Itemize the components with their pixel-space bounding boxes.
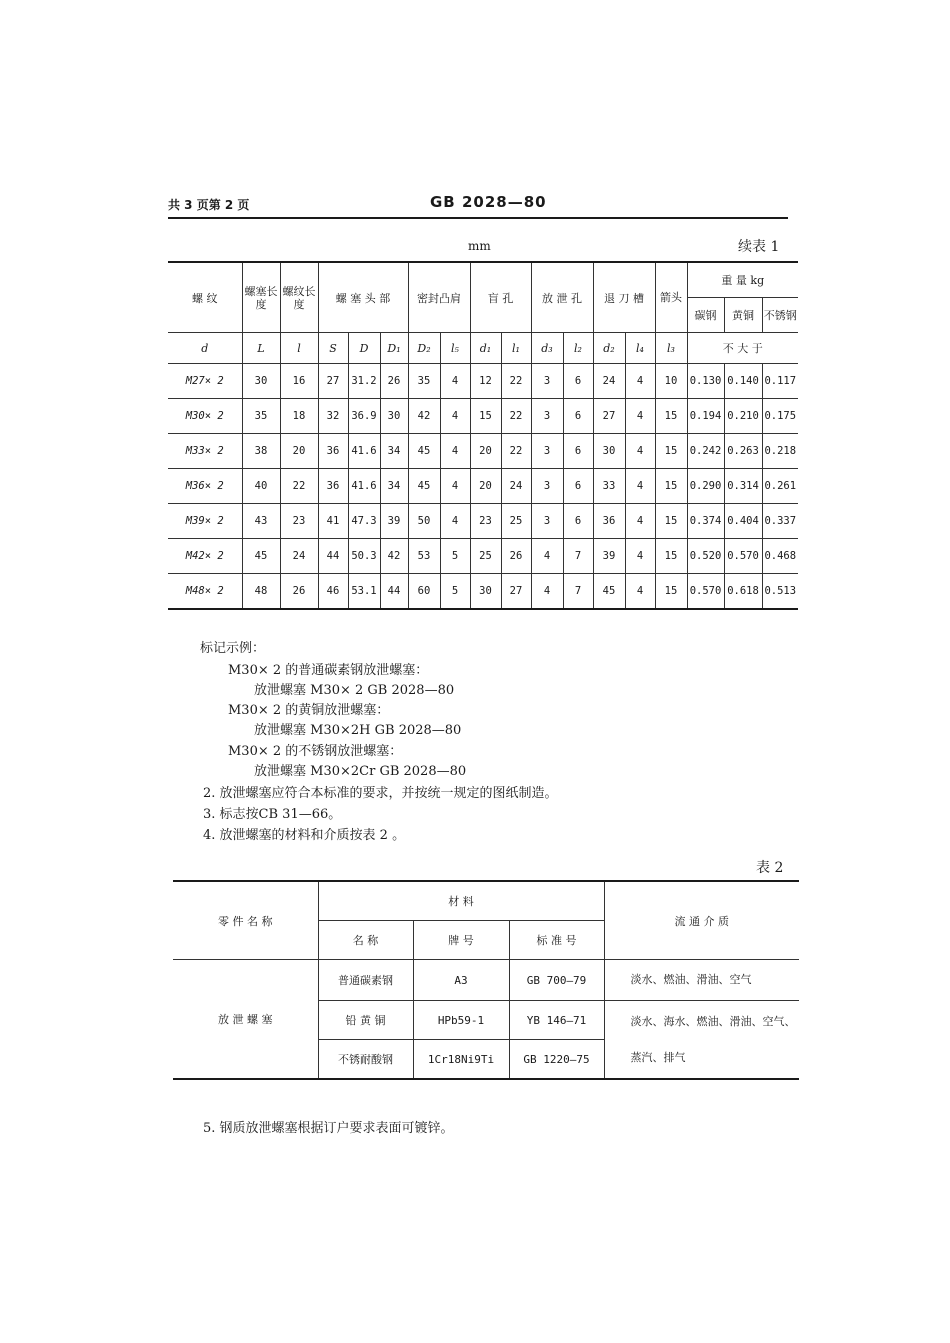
table-cell: 36 (318, 469, 348, 504)
table-cell: 27 (501, 574, 531, 610)
symbol-d1: d₁ (470, 333, 501, 364)
table-cell: 0.374 (687, 504, 724, 539)
table-cell: 3 (531, 364, 563, 399)
thread-header: 螺 纹 (168, 262, 242, 333)
table-cell: 25 (470, 539, 501, 574)
marking-title: 标记示例： (200, 641, 266, 656)
table-cell: 41.6 (348, 434, 380, 469)
table-cell: 35 (242, 399, 280, 434)
example2-description: M30× 2 的黄铜放泄螺塞： (228, 703, 390, 718)
table-cell: 0.570 (724, 539, 762, 574)
table-cell: 60 (408, 574, 440, 610)
example3-mark: 放泄螺塞 M30×2Cr GB 2028—80 (254, 764, 467, 779)
table-cell: 7 (563, 539, 593, 574)
material-standard-header: 标 准 号 (509, 921, 604, 960)
table-cell: 22 (501, 434, 531, 469)
table-cell: 50.3 (348, 539, 380, 574)
material-name: 不锈耐酸钢 (318, 1040, 413, 1080)
table-cell: 0.570 (687, 574, 724, 610)
table-cell: 30 (470, 574, 501, 610)
thread-size-cell: M39× 2 (168, 504, 242, 539)
table-cell: 23 (280, 504, 318, 539)
table-cell: 15 (470, 399, 501, 434)
table-cell: 0.140 (724, 364, 762, 399)
thread-size-cell: M33× 2 (168, 434, 242, 469)
table-cell: 4 (625, 469, 655, 504)
drain-hole-header: 放 泄 孔 (531, 262, 593, 333)
table-cell: 39 (593, 539, 625, 574)
plug-length-header: 螺塞长度 (242, 262, 280, 333)
table-cell: 53 (408, 539, 440, 574)
relief-groove-header: 退 刀 槽 (593, 262, 655, 333)
table-cell: 0.242 (687, 434, 724, 469)
stainless-header: 不锈钢 (762, 298, 798, 333)
table-cell: 25 (501, 504, 531, 539)
table-cell: 45 (242, 539, 280, 574)
table-cell: 4 (625, 574, 655, 610)
table-cell: 43 (242, 504, 280, 539)
table-cell: 22 (280, 469, 318, 504)
symbol-d: d (168, 333, 242, 364)
seal-shoulder-header: 密封凸肩 (408, 262, 470, 333)
table-cell: 24 (280, 539, 318, 574)
table-cell: 3 (531, 504, 563, 539)
table-cell: 0.261 (762, 469, 798, 504)
table-cell: 26 (501, 539, 531, 574)
table-cell: 4 (625, 364, 655, 399)
symbol-D: D (348, 333, 380, 364)
table-cell: 32 (318, 399, 348, 434)
table-cell: 20 (470, 469, 501, 504)
table-cell: 4 (625, 504, 655, 539)
symbol-d2: d₂ (593, 333, 625, 364)
table-cell: 36 (593, 504, 625, 539)
table-cell: 5 (440, 574, 470, 610)
table-cell: 35 (408, 364, 440, 399)
table-cell: 18 (280, 399, 318, 434)
material-header: 材 料 (318, 881, 604, 921)
clause-5: 5. 钢质放泄螺塞根据订户要求表面可镀锌。 (203, 1121, 454, 1136)
table-cell: 16 (280, 364, 318, 399)
table-row (168, 399, 798, 434)
material-grade: HPb59-1 (413, 1001, 509, 1040)
table-cell: 5 (440, 539, 470, 574)
table-cell: 3 (531, 434, 563, 469)
medium-header: 流 通 介 质 (604, 881, 799, 960)
table-cell: 36.9 (348, 399, 380, 434)
table2-title: 表 2 (756, 860, 784, 876)
table-cell: 15 (655, 399, 687, 434)
table1-unit: mm (468, 239, 491, 253)
table-cell: 20 (280, 434, 318, 469)
table-row (168, 469, 798, 504)
table-cell: 44 (380, 574, 408, 610)
table-cell: 45 (408, 434, 440, 469)
table-cell: 10 (655, 364, 687, 399)
example3-description: M30× 2 的不锈钢放泄螺塞： (228, 744, 403, 759)
material-name-header: 名 称 (318, 921, 413, 960)
symbol-l: l (280, 333, 318, 364)
table-cell: 4 (625, 539, 655, 574)
table-cell: 40 (242, 469, 280, 504)
example1-description: M30× 2 的普通碳素钢放泄螺塞： (228, 663, 429, 678)
table-cell: 4 (440, 504, 470, 539)
table-cell: 22 (501, 399, 531, 434)
table-cell: 12 (470, 364, 501, 399)
table-cell: 30 (380, 399, 408, 434)
thread-size-cell: M48× 2 (168, 574, 242, 610)
table-cell: 0.263 (724, 434, 762, 469)
table-row (168, 364, 798, 399)
part-name: 放 泄 螺 塞 (173, 960, 318, 1080)
table-cell: 48 (242, 574, 280, 610)
not-more-than: 不 大 于 (687, 333, 798, 364)
material-name: 普通碳素钢 (318, 960, 413, 1001)
table-cell: 0.117 (762, 364, 798, 399)
thread-size-cell: M36× 2 (168, 469, 242, 504)
example2-mark: 放泄螺塞 M30×2H GB 2028—80 (254, 723, 462, 738)
clause-3: 3. 标志按CB 31—66。 (203, 807, 342, 822)
table-cell: 0.130 (687, 364, 724, 399)
table-cell: 0.513 (762, 574, 798, 610)
table-cell: 0.194 (687, 399, 724, 434)
table-cell: 45 (408, 469, 440, 504)
table-cell: 3 (531, 399, 563, 434)
material-grade-header: 牌 号 (413, 921, 509, 960)
table-row (168, 539, 798, 574)
table-cell: 24 (593, 364, 625, 399)
weight-header: 重 量 kg (687, 262, 798, 298)
table-cell: 4 (440, 469, 470, 504)
example1-mark: 放泄螺塞 M30× 2 GB 2028—80 (254, 683, 455, 698)
table-cell: 6 (563, 434, 593, 469)
symbol-S: S (318, 333, 348, 364)
table-cell: 31.2 (348, 364, 380, 399)
symbol-D2: D₂ (408, 333, 440, 364)
table-cell: 22 (501, 364, 531, 399)
symbol-D1: D₁ (380, 333, 408, 364)
brass-header: 黄铜 (724, 298, 762, 333)
table-cell: 27 (318, 364, 348, 399)
table-cell: 0.468 (762, 539, 798, 574)
symbol-l1: l₁ (501, 333, 531, 364)
dimension-table (168, 261, 798, 610)
table-row (168, 574, 798, 610)
table-cell: 34 (380, 434, 408, 469)
thread-size-cell: M42× 2 (168, 539, 242, 574)
table-cell: 33 (593, 469, 625, 504)
material-name: 铅 黄 铜 (318, 1001, 413, 1040)
table-cell: 30 (242, 364, 280, 399)
symbol-l2: l₂ (563, 333, 593, 364)
page-info: 共 3 页第 2 页 (168, 198, 250, 212)
table-cell: 0.314 (724, 469, 762, 504)
table-cell: 23 (470, 504, 501, 539)
table-cell: 45 (593, 574, 625, 610)
table-cell: 6 (563, 364, 593, 399)
table-cell: 4 (531, 539, 563, 574)
symbol-l4: l₄ (625, 333, 655, 364)
table-cell: 0.618 (724, 574, 762, 610)
table1-title: 续表 1 (738, 239, 780, 255)
table-cell: 15 (655, 504, 687, 539)
table-cell: 0.218 (762, 434, 798, 469)
table-cell: 4 (440, 399, 470, 434)
table-cell: 36 (318, 434, 348, 469)
table-cell: 42 (380, 539, 408, 574)
dimension-table-body (168, 364, 798, 610)
table-cell: 15 (655, 434, 687, 469)
table-cell: 3 (531, 469, 563, 504)
clause-2: 2. 放泄螺塞应符合本标准的要求，并按统一规定的图纸制造。 (203, 786, 558, 801)
table-cell: 0.337 (762, 504, 798, 539)
table-cell: 0.290 (687, 469, 724, 504)
material-grade: A3 (413, 960, 509, 1001)
table-cell: 4 (625, 399, 655, 434)
table-cell: 6 (563, 469, 593, 504)
table-cell: 26 (380, 364, 408, 399)
table-cell: 46 (318, 574, 348, 610)
thread-length-header: 螺纹长度 (280, 262, 318, 333)
medium-carbon: 淡水、燃油、滑油、空气 (604, 960, 799, 1001)
table-cell: 39 (380, 504, 408, 539)
material-grade: 1Cr18Ni9Ti (413, 1040, 509, 1080)
table-cell: 26 (280, 574, 318, 610)
plug-head-header: 螺 塞 头 部 (318, 262, 408, 333)
header-rule (168, 217, 788, 219)
table-cell: 15 (655, 539, 687, 574)
table-cell: 4 (440, 434, 470, 469)
table-cell: 6 (563, 399, 593, 434)
arrow-header: 箭头 (655, 262, 687, 333)
symbol-d3: d₃ (531, 333, 563, 364)
material-table (173, 880, 799, 1080)
table-cell: 41 (318, 504, 348, 539)
table-cell: 6 (563, 504, 593, 539)
table-row (168, 504, 798, 539)
material-standard: GB 1220—75 (509, 1040, 604, 1080)
table-cell: 20 (470, 434, 501, 469)
table-cell: 0.175 (762, 399, 798, 434)
table-cell: 50 (408, 504, 440, 539)
table-cell: 0.210 (724, 399, 762, 434)
table-cell: 4 (531, 574, 563, 610)
symbol-l3: l₃ (655, 333, 687, 364)
table-cell: 47.3 (348, 504, 380, 539)
table-cell: 42 (408, 399, 440, 434)
table-cell: 38 (242, 434, 280, 469)
part-name-header: 零 件 名 称 (173, 881, 318, 960)
table-cell: 41.6 (348, 469, 380, 504)
material-standard: YB 146—71 (509, 1001, 604, 1040)
table-cell: 53.1 (348, 574, 380, 610)
symbol-l5: l₅ (440, 333, 470, 364)
table-cell: 44 (318, 539, 348, 574)
table-cell: 27 (593, 399, 625, 434)
standard-number: GB 2028—80 (430, 193, 547, 211)
table-cell: 15 (655, 574, 687, 610)
table-cell: 7 (563, 574, 593, 610)
thread-size-cell: M30× 2 (168, 399, 242, 434)
table-cell: 4 (625, 434, 655, 469)
table-cell: 4 (440, 364, 470, 399)
table-cell: 0.404 (724, 504, 762, 539)
blind-hole-header: 盲 孔 (470, 262, 531, 333)
table-cell: 15 (655, 469, 687, 504)
table-cell: 0.520 (687, 539, 724, 574)
clause-4: 4. 放泄螺塞的材料和介质按表 2 。 (203, 828, 406, 843)
table-cell: 24 (501, 469, 531, 504)
medium-brass-stainless: 淡水、海水、燃油、滑油、空气、蒸汽、排气 (604, 1001, 799, 1080)
table-row (168, 434, 798, 469)
table-cell: 30 (593, 434, 625, 469)
material-row (173, 960, 799, 1001)
symbol-L: L (242, 333, 280, 364)
carbon-steel-header: 碳钢 (687, 298, 724, 333)
table-cell: 34 (380, 469, 408, 504)
material-standard: GB 700—79 (509, 960, 604, 1001)
thread-size-cell: M27× 2 (168, 364, 242, 399)
